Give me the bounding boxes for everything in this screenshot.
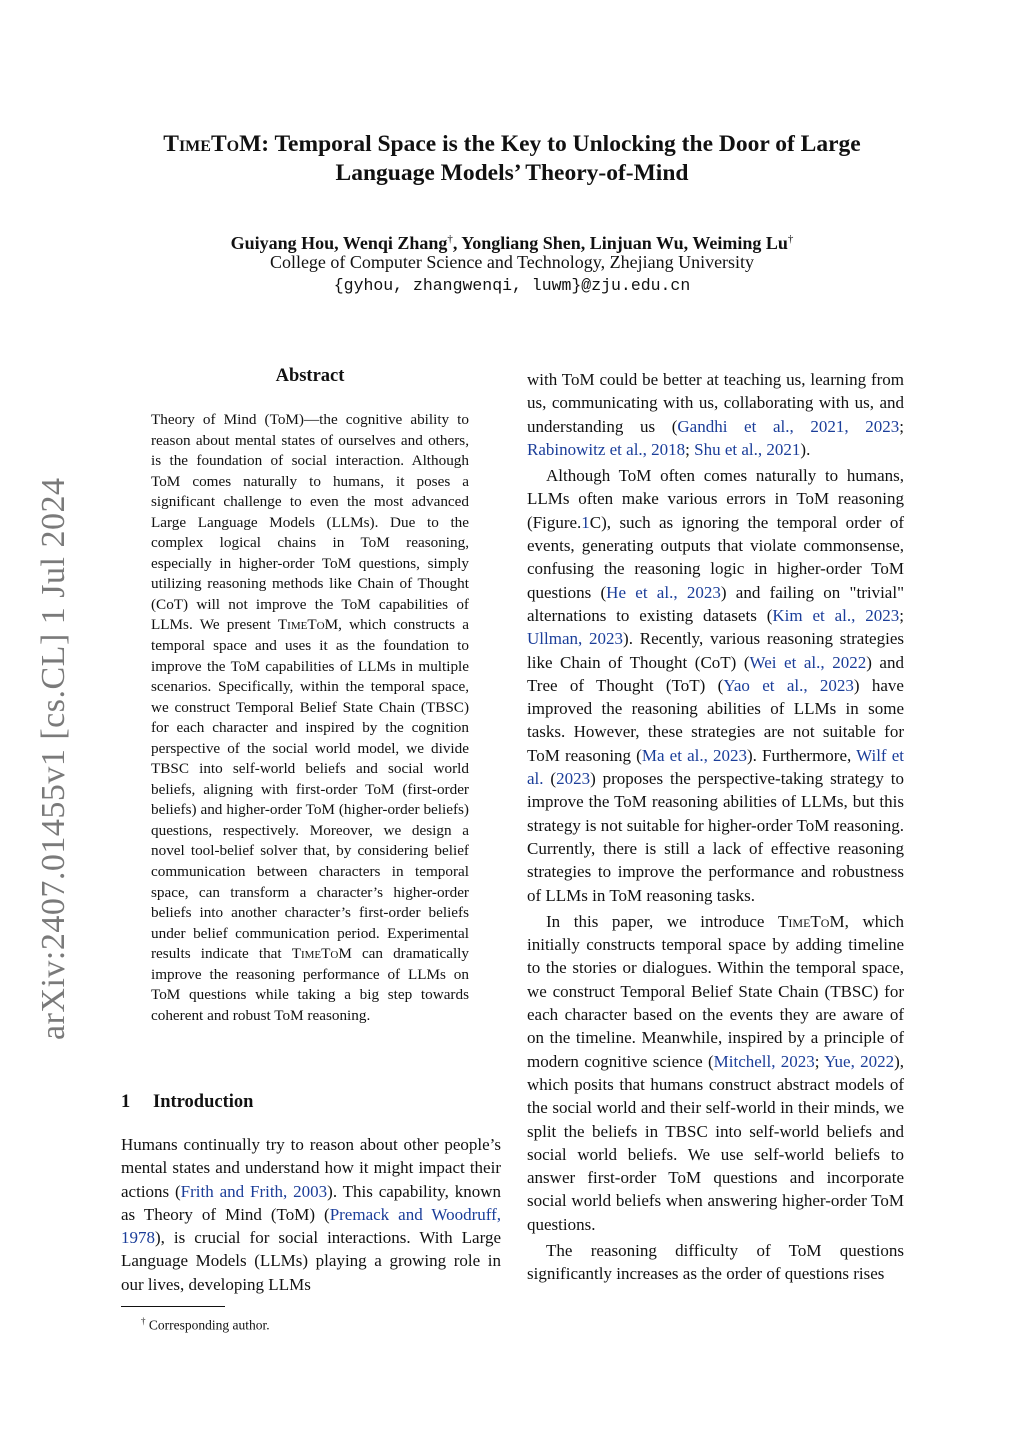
abstract-text-1: Theory of Mind (ToM)—the cognitive ability to reason about mental states of ourselves and others, is the foundation of social interaction. Although ToM comes naturally to humans, it poses a significant challenge to even the most advanced Large Language Models (LLMs). Due to the complex logical chains in ToM reasoning, especially in higher-order ToM questions, simply utilizing reasoning methods like Chain of Thought (CoT) will not improve the ToM capabilities of LLMs. We present <box>151 411 469 634</box>
citation-link[interactable]: Yue, 2022 <box>824 1051 895 1071</box>
citation-link[interactable]: Ullman, 2023 <box>527 629 624 649</box>
corresponding-mark-1: † <box>447 233 453 245</box>
body-text: ) proposes the perspective-taking strategy to improve the ToM reasoning abilities of LLMs, but this strategy is not suitable for higher-order ToM reasoning. Currently, there is still a lack of effective reasoning strategies to improve the performance and robustness of LLMs in ToM reasoning tasks. <box>527 769 904 905</box>
section-title: Introduction <box>153 1092 254 1112</box>
body-text: ). <box>800 439 811 459</box>
body-text: ; <box>899 416 904 436</box>
title-system-name: TimeToM <box>163 131 262 157</box>
citation-link[interactable]: Yao et al., 2023 <box>723 675 854 695</box>
body-text: with ToM could be better at teaching us, learning from us, communicating with us, collaborating with us, and understanding us ( <box>527 370 904 436</box>
authors-part-b: , Yongliang Shen, Linjuan Wu, Weiming Lu <box>452 233 788 253</box>
citation-link[interactable]: Premack and Woodruff, 1978 <box>121 1204 501 1248</box>
abstract-system-name-1: TimeToM <box>277 616 339 634</box>
author-emails: {gyhou, zhangwenqi, luwm}@zju.edu.cn <box>333 276 691 295</box>
citation-link[interactable]: Ma et al., 2023 <box>641 745 747 765</box>
citation-link[interactable]: Gandhi et al., 2021, 2023 <box>677 416 900 436</box>
citation-link[interactable]: He et al., 2023 <box>606 582 721 602</box>
intro-text: ), is crucial for social interactions. With Large Language Models (LLMs) playing a growing role in our lives, developing LLMs <box>121 1228 501 1294</box>
citation-link[interactable]: Kim et al., 2023 <box>772 605 900 625</box>
citation-link[interactable]: Wilf et al. <box>527 745 904 789</box>
citation-link[interactable]: Rabinowitz et al., 2018 <box>527 439 686 459</box>
citation-link[interactable]: Wei et al., 2022 <box>749 652 867 672</box>
body-text: ; <box>899 605 904 625</box>
citation-link[interactable]: 2023 <box>556 769 591 789</box>
arxiv-identifier: arXiv:2407.01455v1 [cs.CL] 1 Jul 2024 <box>35 477 72 1040</box>
footnote-mark: † <box>141 1316 146 1326</box>
right-column <box>527 368 904 1289</box>
body-text: ), which posits that humans construct abstract models of the social world and their self-world in their minds, we split the beliefs in TBSC into self-world beliefs and social world beliefs. We use self-world beliefs to answer first-order ToM questions and incorporate social world beliefs when answering higher-order ToM questions. <box>527 1051 904 1234</box>
abstract-body <box>151 410 469 1026</box>
section-heading-introduction <box>121 1092 501 1113</box>
body-text: In this paper, we introduce <box>546 911 779 931</box>
corresponding-mark-2: † <box>787 233 794 245</box>
introduction-paragraph <box>121 1133 501 1296</box>
abstract-system-name-2: TimeToM <box>291 945 352 963</box>
paper-title <box>120 130 904 188</box>
title-line-2: Language Models’ Theory-of-Mind <box>335 160 689 186</box>
abstract-text-2: , which constructs a temporal space and uses it as the foundation to improve the ToM capabilities of LLMs in multiple scenarios. Specifically, within the temporal space, we construct Temporal Belief State Chain (TBSC) for each character and inspired by the cognition perspective of the social world model, we divide TBSC into self-world beliefs and social world beliefs, aligning with first-order ToM (first-order beliefs) and higher-order ToM (higher-order beliefs) questions, respectively. Moreover, we design a novel tool-belief solver that, by considering belief communication between characters in temporal space, can transform a character’s higher-order beliefs into another character’s first-order beliefs under belief communication period. Experimental results indicate that <box>151 616 469 963</box>
body-text: ; <box>685 439 695 459</box>
paragraph-1 <box>527 368 904 461</box>
paragraph-4 <box>527 1239 904 1286</box>
body-text: Although ToM often comes naturally to humans, LLMs often make various errors in ToM reasoning (Figure. <box>527 466 904 532</box>
body-text: The reasoning difficulty of ToM questions significantly increases as the order of questions rises <box>527 1240 904 1284</box>
citation-link[interactable]: Shu et al., 2021 <box>694 439 801 459</box>
section-number: 1 <box>121 1092 131 1112</box>
footnote <box>141 1312 501 1335</box>
body-text: ; <box>814 1051 825 1071</box>
figure-reference-link[interactable]: 1 <box>581 512 590 532</box>
abstract-heading: Abstract <box>275 366 345 386</box>
affiliation: College of Computer Science and Technology, Zhejiang University <box>269 252 755 272</box>
footnote-text: Corresponding author. <box>145 1317 270 1333</box>
body-text: ( <box>543 769 557 789</box>
abstract-text-3: can dramatically improve the reasoning performance of LLMs on ToM questions while taking a big step towards coherent and robust ToM reasoning. <box>151 945 469 1024</box>
paragraph-2 <box>527 464 904 907</box>
body-text: ). Furthermore, <box>746 745 857 765</box>
authors-part-a: Guiyang Hou, Wenqi Zhang <box>230 233 448 253</box>
footnote-divider <box>121 1306 225 1307</box>
body-text: ) and failing on "trivial" alternations to existing datasets ( <box>527 582 905 625</box>
system-name: TimeToM <box>778 911 845 931</box>
body-text: ) have improved the reasoning abilities of LLMs in some tasks. However, these strategies are not suitable for ToM reasoning ( <box>527 675 904 765</box>
title-line-1: : Temporal Space is the Key to Unlocking the Door of Large <box>261 131 861 157</box>
citation-link[interactable]: Mitchell, 2023 <box>713 1051 815 1071</box>
paragraph-3 <box>527 910 904 1236</box>
intro-text: ). This capability, known as Theory of Mind (ToM) ( <box>121 1181 501 1224</box>
citation-link[interactable]: Frith and Frith, 2003 <box>180 1181 328 1201</box>
intro-text: Humans continually try to reason about other people’s mental states and understand how it might impact their actions ( <box>121 1135 501 1201</box>
body-text: , which initially constructs temporal space by adding timeline to the stories or dialogues. Within the temporal space, we construct Temporal Belief State Chain (TBSC) for each character based on the events they are aware of on the timeline. Meanwhile, inspired by a principle of modern cognitive science ( <box>527 911 904 1071</box>
body-text: ). Recently, various reasoning strategies like Chain of Thought (CoT) ( <box>527 629 904 672</box>
body-text: C), such as ignoring the temporal order of events, generating outputs that violate commonsense, confusing the reasoning logic in higher-order ToM questions ( <box>527 512 904 602</box>
body-text: ) and Tree of Thought (ToT) ( <box>527 652 904 695</box>
